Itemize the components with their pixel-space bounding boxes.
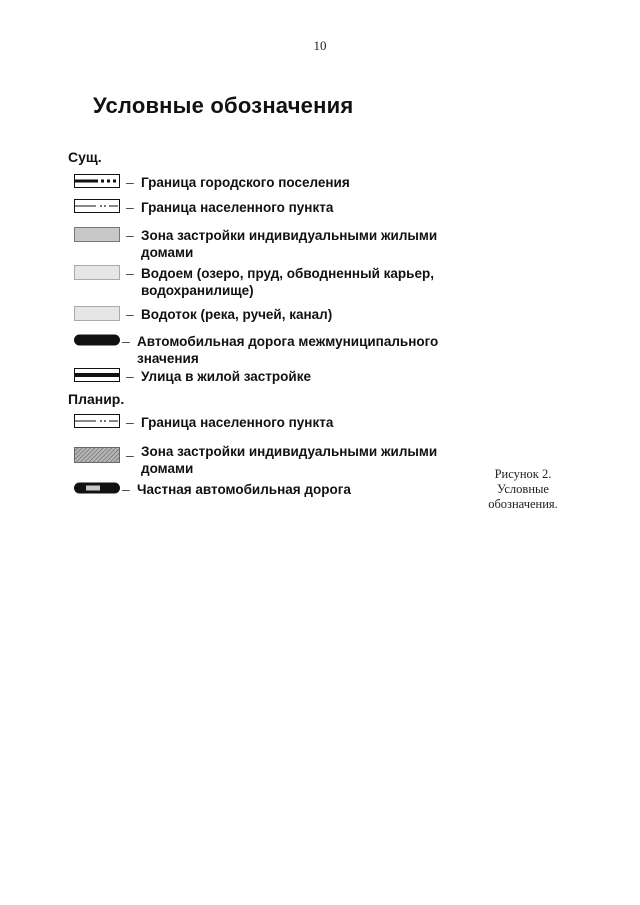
legend-dash: – bbox=[126, 199, 134, 215]
legend-item-intermunicipal-road bbox=[74, 333, 477, 367]
residential-street-icon bbox=[74, 368, 120, 382]
legend-dash: – bbox=[122, 481, 130, 497]
legend-dash: – bbox=[126, 265, 134, 281]
watercourse-icon bbox=[74, 306, 120, 321]
legend-label: Граница населенного пункта bbox=[141, 415, 334, 430]
legend-label: Частная автомобильная дорога bbox=[137, 482, 351, 497]
legend-title: Условные обозначения bbox=[93, 93, 354, 118]
legend-dash: – bbox=[126, 368, 134, 384]
legend-item-private-road bbox=[74, 481, 477, 498]
legend-item-water-body bbox=[74, 265, 481, 299]
legend-item-housing-zone bbox=[74, 227, 481, 261]
page-number: 10 bbox=[313, 38, 327, 53]
legend-label: Зона застройки индивидуальными жилыми домами bbox=[141, 444, 438, 476]
legend-label: Автомобильная дорога межмуниципального значения bbox=[137, 334, 439, 366]
legend-label: Граница городского поселения bbox=[141, 175, 350, 190]
caption-line: Рисунок 2. bbox=[494, 467, 552, 481]
legend-label: Водоем (озеро, пруд, обводненный карьер, водохранилище) bbox=[141, 266, 434, 298]
legend-dash: – bbox=[126, 227, 134, 243]
caption-line: Условные bbox=[497, 482, 549, 496]
legend-dash: – bbox=[126, 174, 134, 190]
legend-item-planned-settlement-boundary bbox=[74, 414, 481, 431]
private-road-icon bbox=[74, 481, 120, 495]
figure-caption bbox=[468, 467, 578, 512]
legend-dash: – bbox=[126, 447, 134, 463]
water-body-icon bbox=[74, 265, 120, 280]
legend-label: Улица в жилой застройке bbox=[141, 369, 311, 384]
planned-settlement-boundary-icon bbox=[74, 414, 120, 428]
legend-item-city-boundary bbox=[74, 174, 481, 191]
city-boundary-icon bbox=[74, 174, 120, 188]
legend-dash: – bbox=[126, 414, 134, 430]
caption-line: обозначения. bbox=[488, 497, 558, 511]
settlement-boundary-icon bbox=[74, 199, 120, 213]
legend-dash: – bbox=[126, 306, 134, 322]
section-heading-existing: Сущ. bbox=[68, 149, 102, 165]
legend-item-watercourse bbox=[74, 306, 481, 323]
legend-dash: – bbox=[122, 333, 130, 349]
housing-zone-icon bbox=[74, 227, 120, 242]
legend-item-planned-housing-zone bbox=[74, 443, 481, 477]
legend-item-settlement-boundary bbox=[74, 199, 481, 216]
legend-label: Водоток (река, ручей, канал) bbox=[141, 307, 333, 322]
legend-label: Граница населенного пункта bbox=[141, 200, 334, 215]
legend-item-residential-street bbox=[74, 368, 481, 385]
intermunicipal-road-icon bbox=[74, 333, 120, 347]
legend-label: Зона застройки индивидуальными жилыми домами bbox=[141, 228, 438, 260]
planned-housing-zone-icon bbox=[74, 447, 120, 463]
section-heading-planned: Планир. bbox=[68, 391, 125, 407]
